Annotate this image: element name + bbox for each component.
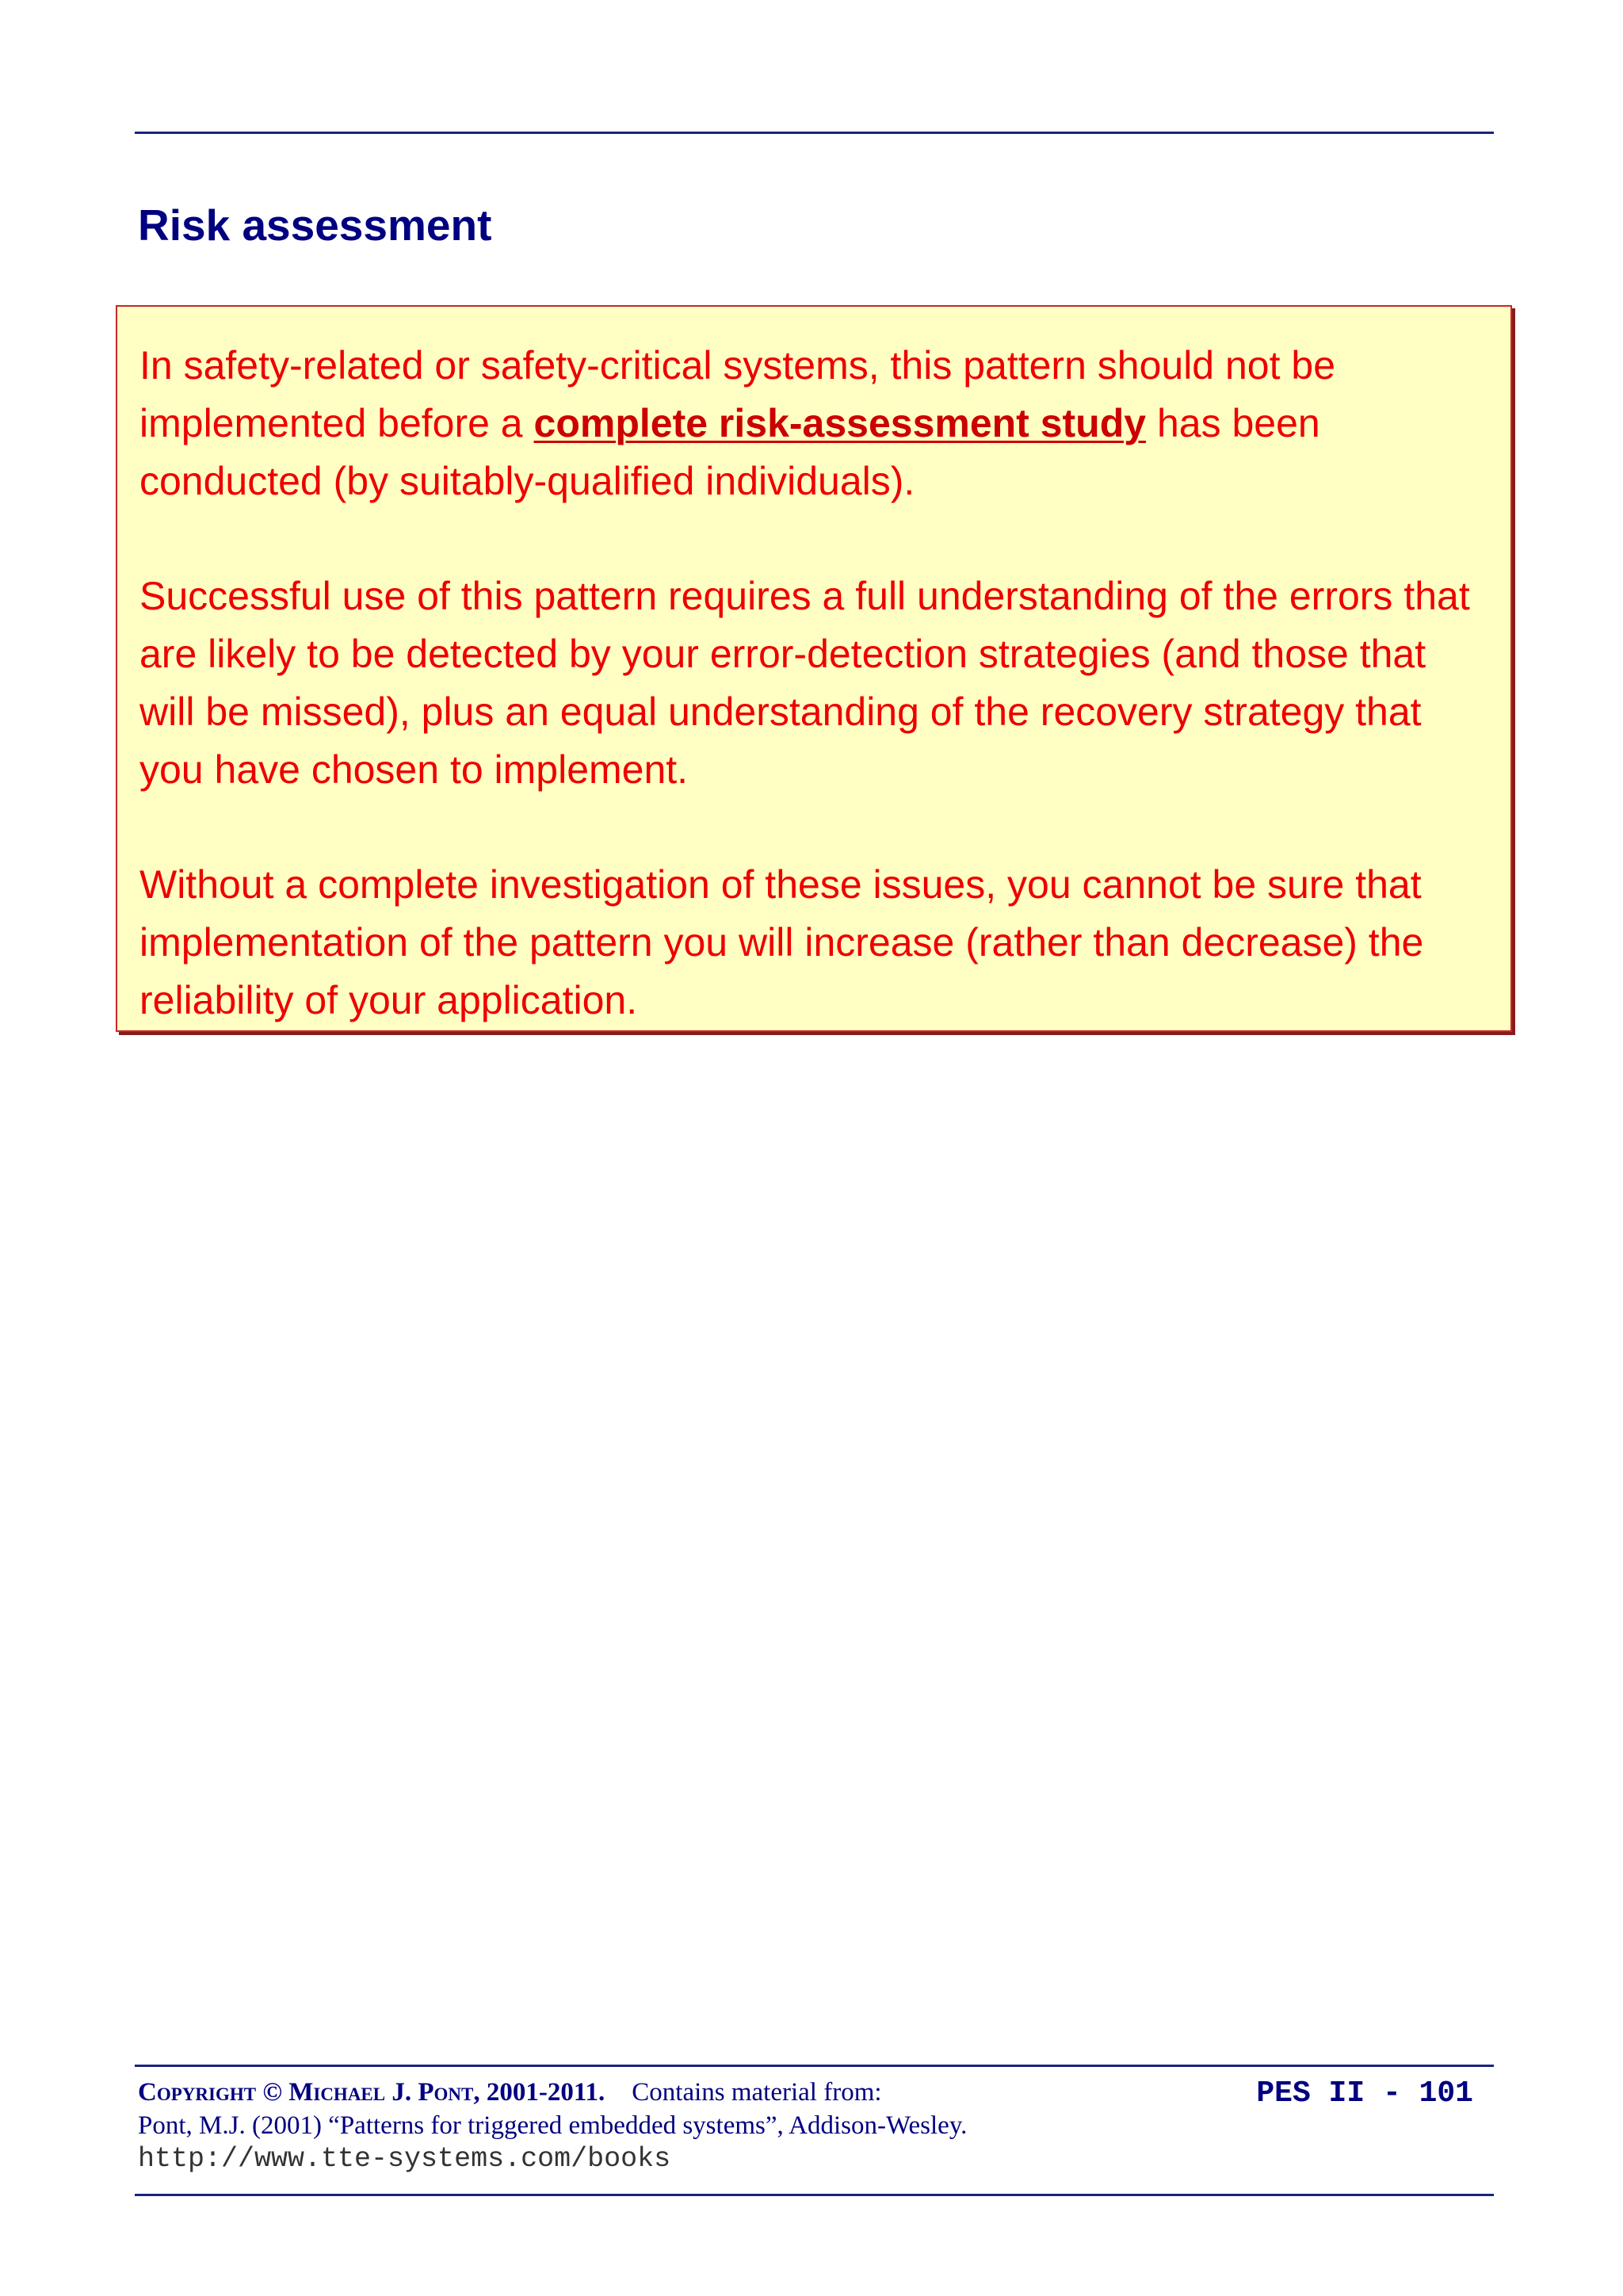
- emphasis-risk-assessment: complete risk-assessment study: [533, 401, 1147, 445]
- warning-text: has been conducted (by suitably-qualified individuals).: [139, 401, 1320, 503]
- footer-bottom-rule: [135, 2194, 1494, 2196]
- warning-text: In safety-related or safety-critical systems, this pattern should not be implemented before a: [139, 343, 1336, 445]
- copyright-notice: Copyright © Michael J. Pont, 2001-2011.: [138, 2078, 605, 2107]
- warning-paragraph-2: Successful use of this pattern requires a full understanding of the errors that are likely to be detected by your error-detection strategies (and those that will be missed), plus an equal understanding of the recovery strategy that you have chosen to implement.: [139, 574, 1470, 792]
- source-label: Contains material from:: [632, 2078, 882, 2107]
- warning-box: [116, 305, 1512, 1032]
- warning-paragraph-3: Without a complete investigation of these issues, you cannot be sure that implementation of the pattern you will increase (rather than decrease) the reliability of your application.: [139, 862, 1424, 1022]
- footer: [138, 2076, 1481, 2187]
- warning-paragraph-1: [139, 337, 1491, 510]
- page-title: Risk assessment: [138, 201, 492, 250]
- footer-url-link[interactable]: http://www.tte-systems.com/books: [138, 2143, 671, 2175]
- footer-copyright-line: [138, 2076, 882, 2108]
- footer-top-rule: [135, 2065, 1494, 2067]
- header-rule: [135, 132, 1494, 134]
- page-number: PES II - 101: [1256, 2076, 1473, 2111]
- citation: Pont, M.J. (2001) “Patterns for triggered embedded systems”, Addison-Wesley.: [138, 2111, 968, 2140]
